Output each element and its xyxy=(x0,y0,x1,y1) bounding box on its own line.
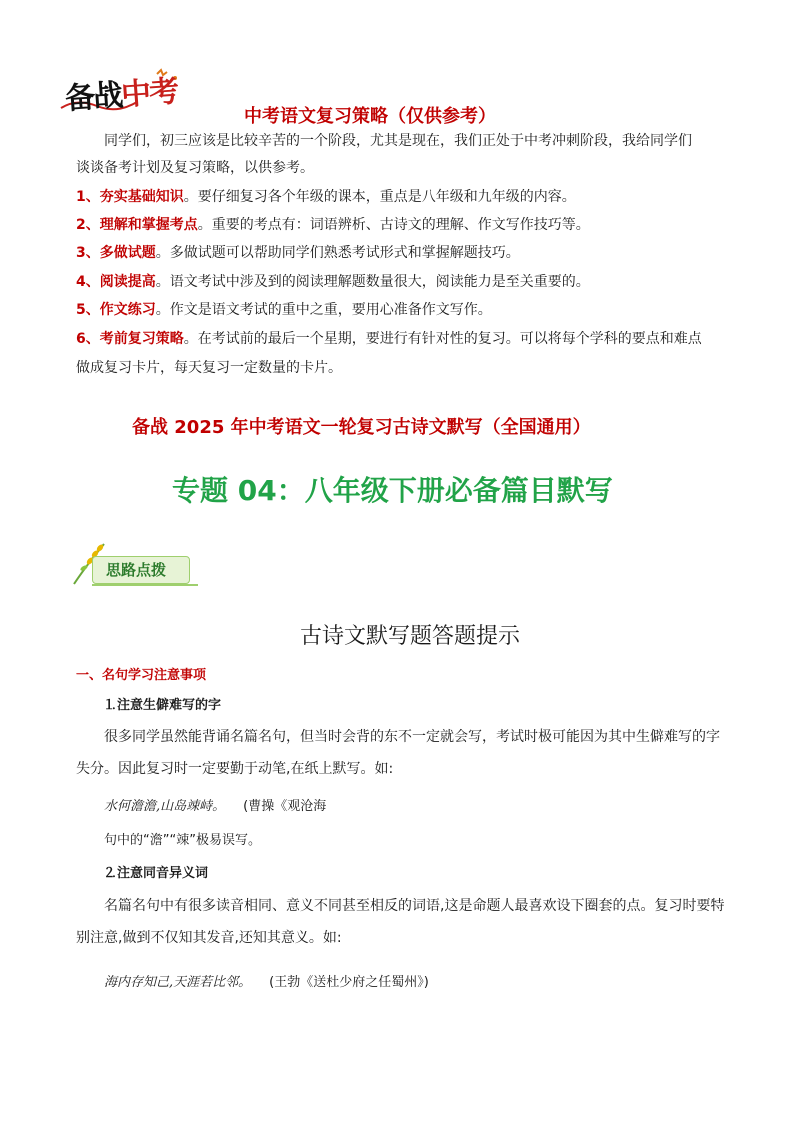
item-2-example xyxy=(104,971,429,990)
tip-heading: 阅读提高 xyxy=(99,274,156,290)
example-verse: 海内存知己,天涯若比邻。 xyxy=(104,975,252,990)
tip-heading: 夯实基础知识 xyxy=(99,189,184,205)
item-1-title: ⒈注意生僻难写的字 xyxy=(104,698,222,713)
tip-item-6-continued: 做成复习卡片，每天复习一定数量的卡片。 xyxy=(76,360,342,376)
tip-body: 。作文是语文考试的重中之重，要用心准备作文写作。 xyxy=(155,302,492,318)
item-1-note: 句中的“澹”“竦”极易误写。 xyxy=(104,833,261,848)
tip-item-3 xyxy=(76,243,520,263)
item-2-title: ⒉注意同音异义词 xyxy=(104,866,209,881)
section-badge xyxy=(70,540,198,586)
item-2-line-1: 名篇名句中有很多读音相同、意义不同甚至相反的词语,这是命题人最喜欢设下圈套的点。复习时要特 xyxy=(104,898,725,914)
logo-text-a: 备战 xyxy=(64,78,123,117)
series-title: 备战 2025 年中考语文一轮复习古诗文默写（全国通用） xyxy=(132,417,591,438)
tip-heading: 考前复习策略 xyxy=(99,331,184,347)
strategy-title: 中考语文复习策略（仅供参考） xyxy=(244,106,496,127)
tip-body: 。在考试前的最后一个星期，要进行有针对性的复习。可以将每个学科的要点和难点 xyxy=(183,331,702,347)
tip-heading: 多做试题 xyxy=(99,245,156,261)
part-title: 一、名句学习注意事项 xyxy=(76,668,207,683)
tip-item-1 xyxy=(76,187,576,207)
tip-number: 6、 xyxy=(76,331,100,347)
intro-line-1: 同学们，初三应该是比较辛苦的一个阶段，尤其是现在，我们正处于中考冲刺阶段，我给同学们 xyxy=(104,133,692,149)
tip-item-2 xyxy=(76,215,590,235)
logo-text-b: 中考 xyxy=(120,74,179,113)
tip-number: 5、 xyxy=(76,302,100,318)
tip-heading: 理解和掌握考点 xyxy=(99,217,198,233)
section-heading: 古诗文默写题答题提示 xyxy=(300,624,521,649)
tip-body: 。多做试题可以帮助同学们熟悉考试形式和掌握解题技巧。 xyxy=(155,245,520,261)
topic-title: 专题 04：八年级下册必备篇目默写 xyxy=(172,474,613,507)
intro-line-2: 谈谈备考计划及复习策略，以供参考。 xyxy=(76,160,314,176)
tip-number: 4、 xyxy=(76,274,100,290)
example-source: (王勃《送杜少府之任蜀州》) xyxy=(269,975,429,990)
item-1-example xyxy=(104,795,326,814)
tip-number: 3、 xyxy=(76,245,100,261)
item-2-line-2: 别注意,做到不仅知其发音,还知其意义。如: xyxy=(76,930,342,946)
item-1-line-1: 很多同学虽然能背诵名篇名句，但当时会背的东不一定就会写，考试时极可能因为其中生僻难写的字 xyxy=(104,729,720,745)
logo-text xyxy=(64,66,179,118)
item-1-line-2: 失分。因此复习时一定要勤于动笔,在纸上默写。如: xyxy=(76,761,394,777)
tip-number: 1、 xyxy=(76,189,100,205)
tip-item-5 xyxy=(76,300,492,320)
tip-heading: 作文练习 xyxy=(99,302,156,318)
example-verse: 水何澹澹,山岛竦峙。 xyxy=(104,799,226,814)
tip-body: 。要仔细复习各个年级的课本，重点是八年级和九年级的内容。 xyxy=(183,189,576,205)
example-source: (曹操《观沧海 xyxy=(243,799,327,814)
tip-number: 2、 xyxy=(76,217,100,233)
badge-underline xyxy=(92,584,198,586)
logo xyxy=(57,68,187,124)
badge-label: 思路点拨 xyxy=(106,561,167,579)
tip-body: 。重要的考点有：词语辨析、古诗文的理解、作文写作技巧等。 xyxy=(197,217,590,233)
tip-item-4 xyxy=(76,272,590,292)
tip-body: 。语文考试中涉及到的阅读理解题数量很大，阅读能力是至关重要的。 xyxy=(155,274,590,290)
tip-item-6 xyxy=(76,329,702,349)
